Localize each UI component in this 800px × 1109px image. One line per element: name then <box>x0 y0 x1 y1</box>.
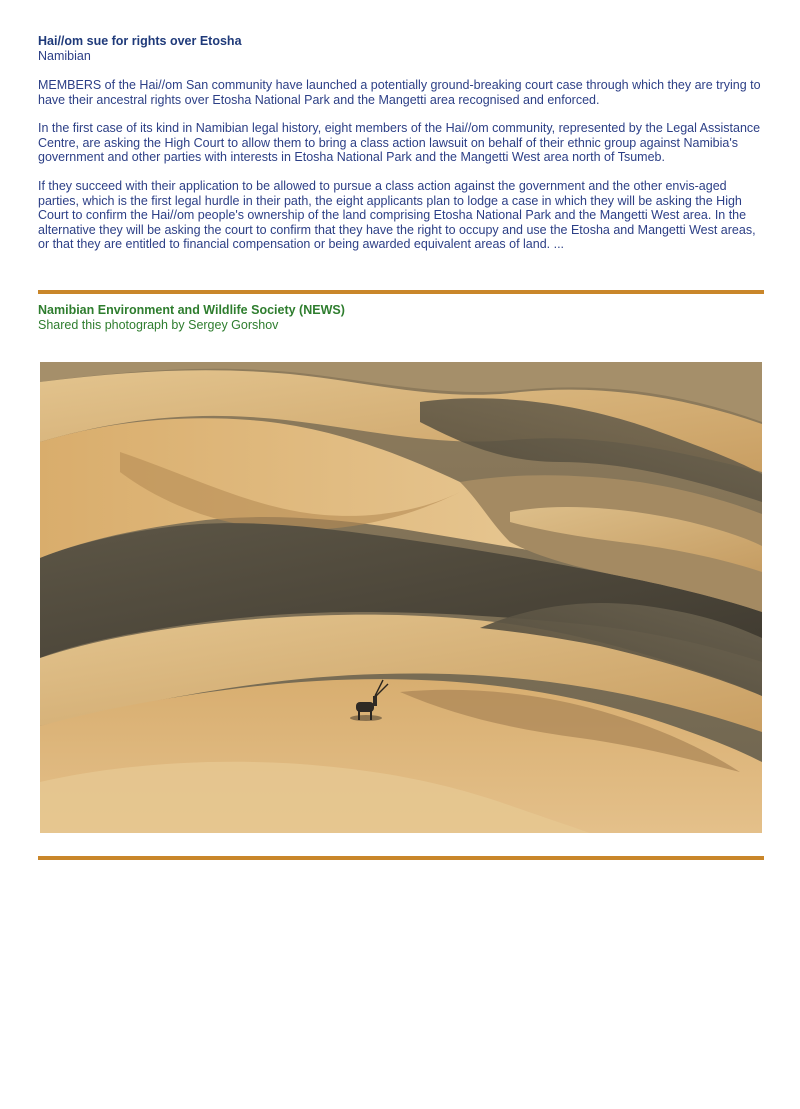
news-caption <box>38 303 764 333</box>
dune-photograph-illustration <box>40 362 762 833</box>
article-title: Hai//om sue for rights over Etosha <box>38 34 242 48</box>
article <box>38 34 764 252</box>
news-organisation: Namibian Environment and Wildlife Society (NEWS) <box>38 303 345 317</box>
photo-credit: Shared this photograph by Sergey Gorshov <box>38 318 279 332</box>
article-paragraph-1: MEMBERS of the Hai//om San community have launched a potentially ground-breaking court case through which they are trying to have their ancestral rights over Etosha National Park and the Mangetti area recognised and enforced. <box>38 78 761 107</box>
article-paragraph-3: If they succeed with their application to be allowed to pursue a class action against the government and the other envis-aged parties, which is the first legal hurdle in their path, the eight applicants plan to lodge a case in which they will be asking the High Court to confirm the Hai//om people's ownership of the land comprising Etosha National Park and the Mangetti West area. In the alternative they will be asking the court to confirm that they have the right to occupy and use the Etosha and Mangetti West areas, or that they are entitled to financial compensation or being awarded equivalent areas of land. ... <box>38 178 756 252</box>
article-paragraph-2: In the first case of its kind in Namibian legal history, eight members of the Hai//om community, represented by the Legal Assistance Centre, are asking the High Court to allow them to bring a class action lawsuit on behalf of their ethnic group against Namibia's government and other parties with interests in Etosha National Park and the Mangetti West area north of Tsumeb. <box>38 121 761 165</box>
article-source: Namibian <box>38 49 91 63</box>
dune-photograph <box>40 362 762 833</box>
divider-top <box>38 290 764 294</box>
divider-bottom <box>38 856 764 860</box>
